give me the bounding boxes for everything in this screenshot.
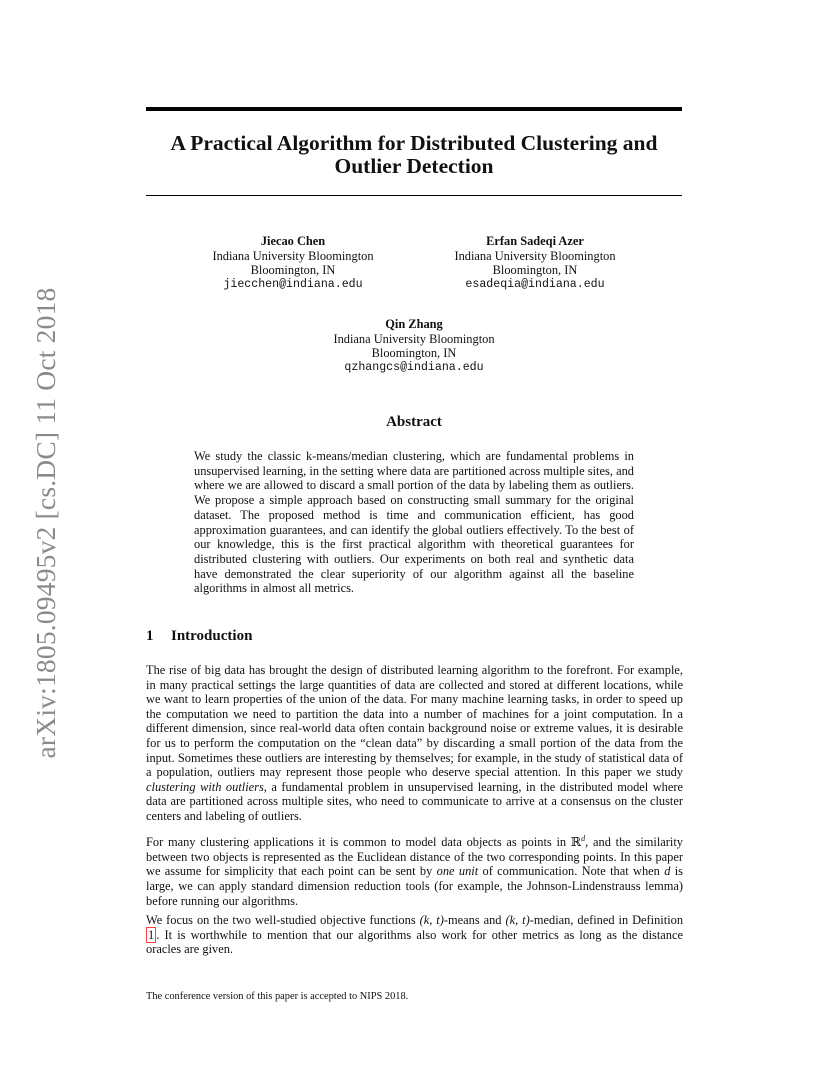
abstract-heading: Abstract (386, 414, 442, 430)
text-run: is large, we can apply standard dimension reduction tools (for example, the Johnson-Lindenstrauss lemma) before running our algorithms. (146, 864, 683, 908)
math-rd: ℝ$^d$ (570, 834, 586, 850)
author-affiliation: Indiana University Bloomington (454, 248, 616, 263)
text-run: -means and (443, 913, 506, 927)
author-block (193, 234, 393, 292)
intro-paragraph-3 (146, 913, 683, 957)
author-affiliation: Indiana University Bloomington (212, 248, 374, 263)
intro-paragraph-2 (146, 832, 683, 908)
author-name: Erfan Sadeqi Azer (486, 234, 584, 248)
abstract-text: We study the classic k-means/median clustering, which are fundamental problems in unsupervised learning, in the setting where data are partitioned across multiple sites, and where we are allowed to discard a small portion of the data by labeling them as outliers. We propose a simple approach based on constructing small summary for the original dataset. The proposed method is time and communication efficient, has good approximation guarantees, and can identify the global outliers effectively. To the best of our knowledge, this is the first practical algorithm with theoretical guarantees for distributed clustering with outliers. Our experiments on both real and synthetic data have demonstrated the clear superiority of our algorithm against all the baseline algorithms in almost all metrics. (194, 449, 634, 596)
author-email[interactable]: qzhangcs@indiana.edu (344, 360, 484, 374)
section-title: Introduction (171, 628, 253, 644)
text-run: of communication. Note that when (478, 864, 665, 879)
text-run: The rise of big data has brought the design of distributed learning algorithm to the forefront. For example, in many practical settings the large quantities of data are collected and stored at different locations, while we want to learn properties of the union of the data. For many machine learning tasks, in order to speed up the computation we need to partition the data into a number of machines for a joint computation. In a different dimension, since real-world data often contain background noise or extreme values, it is desirable for us to perform the computation on the “clean data” by discarding a small portion of the data from the input. Sometimes these outliers are interesting by themselves; for example, in the study of statistical data of a population, outliers may represent those people who deserve special attention. In this paper we study (146, 663, 683, 780)
emphasis-text: one unit (436, 864, 479, 879)
title-line-2: Outlier Detection (334, 154, 494, 178)
section-number: 1 (146, 628, 154, 644)
author-email[interactable]: jiecchen@indiana.edu (223, 277, 363, 291)
title-rule-top (146, 107, 682, 111)
text-run: , a fundamental problem in unsupervised learning, in the distributed model where data are partitioned across multiple sites, who need to communicate to arrive at a consensus on the cluster centers and labeling of outliers. (146, 779, 683, 823)
author-location: Bloomington, IN (492, 263, 578, 278)
emphasis-text: clustering with outliers (146, 779, 264, 794)
text-run: , and the similarity between two objects is represented as the Euclidean distance of the two corresponding points. In this paper we assume for simplicity that each point can be sent by (146, 835, 683, 879)
footnote: The conference version of this paper is accepted to NIPS 2018. (146, 991, 409, 1002)
text-run: -median, defined in Definition (529, 913, 684, 927)
math-kt: (k, t) (505, 913, 530, 927)
author-name: Jiecao Chen (260, 234, 326, 248)
author-block (314, 317, 514, 375)
title-rule-bottom (146, 195, 682, 196)
author-block (435, 234, 635, 292)
math-d: d (664, 864, 671, 879)
author-location: Bloomington, IN (250, 263, 336, 278)
text-run: . It is worthwhile to mention that our algorithms also work for other metrics as long as the distance oracles are given. (146, 927, 683, 957)
text-run: We focus on the two well-studied objective functions (146, 913, 420, 927)
author-email[interactable]: esadeqia@indiana.edu (465, 277, 605, 291)
definition-link[interactable]: 1 (148, 927, 155, 942)
paper-title (146, 132, 682, 178)
text-run: For many clustering applications it is common to model data objects as points in (146, 835, 571, 850)
section-heading (146, 628, 252, 645)
author-name: Qin Zhang (385, 317, 443, 331)
author-affiliation: Indiana University Bloomington (333, 331, 495, 346)
author-location: Bloomington, IN (371, 346, 457, 361)
arxiv-id-stamp: arXiv:1805.09495v2 [cs.DC] 11 Oct 2018 (30, 287, 61, 759)
intro-paragraph-1 (146, 663, 683, 824)
title-line-1: A Practical Algorithm for Distributed Clustering and (170, 131, 658, 155)
math-kt: (k, t) (419, 913, 444, 927)
